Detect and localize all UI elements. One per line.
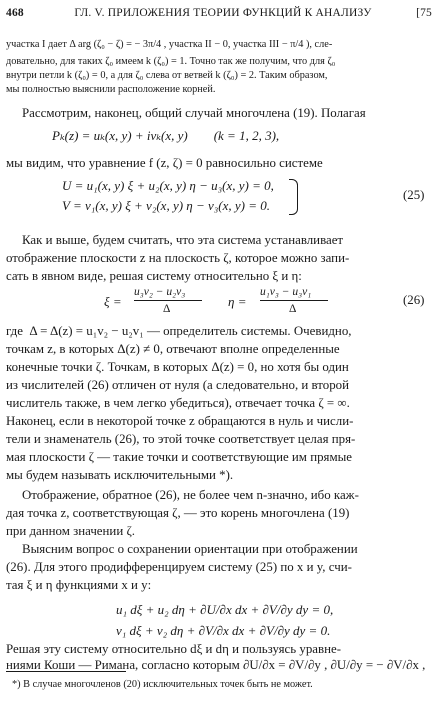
eta-denominator: Δ [289,303,297,315]
paragraph-6-line-1: Выясним вопрос о сохранении ориентации при отображении [22,542,358,556]
paragraph-4-line-1: где Δ = Δ(z) = u₁v₂ − u₂v₁ — определитель системы. Очевидно, [6,324,352,338]
paragraph-3-line-2: отображение плоскости z на плоскость ζ, которое можно запи- [6,251,350,265]
xi-fraction-bar [134,300,202,301]
paragraph-5-line-3: при данном значении ζ. [6,524,136,538]
equation-26-number: (26) [403,293,425,307]
equation-25-number: (25) [403,188,425,202]
paragraph-4-line-9: мы будем называть исключительными *). [6,468,234,482]
paragraph-3-line-3: сать в явном виде, решая систему относительно ξ и η: [6,269,302,283]
xi-denominator: Δ [163,303,171,315]
differential-equation-1: u₁ dξ + u₂ dη + ∂U/∂x dx + ∂V/∂y dy = 0, [116,602,334,617]
intro-line-4: мы полностью выяснили расположение корней. [6,84,216,95]
equation-25-line-2: V = v₁(x, y) ξ + v₂(x, y) η − v₃(x, y) = 0. [62,198,271,213]
eta-fraction-bar [260,300,328,301]
paragraph-5-line-1: Отображение, обратное (26), не более чем n-значно, ибо каж- [22,488,359,502]
paragraph-7-line-2: ниями Коши — Римана, согласно которым ∂U/∂x = ∂V/∂y , ∂U/∂y = − ∂V/∂x , [6,658,426,672]
paragraph-3-line-1: Как и выше, будем считать, что эта система устанавливает [22,233,344,247]
paragraph-4-line-2: точкам z, в которых Δ(z) ≠ 0, отвечают вполне определенные [6,342,340,356]
paragraph-4-line-3: конечные точки ζ. Точкам, в которых Δ(z) = 0, но хотя бы один [6,360,349,374]
paragraph-4-line-6: Наконец, если в некоторой точке z обращаются в нуль и числи- [6,414,354,428]
system-brace [289,179,298,215]
eta-numerator: u₁v₃ − u₃v₁ [260,286,312,298]
paragraph-5-line-2: дая точка z, соответствующая ζ, — это корень многочлена (19) [6,506,350,520]
intro-line-2: довательно, для таких ζ₀ имеем k (ζ₀) = 1. Точно так же получим, что для ζ₀ [6,56,336,67]
footnote: *) В случае многочленов (20) исключительных точек быть не может. [12,679,313,690]
page-number: 468 [6,7,24,19]
differential-equation-2: v₁ dξ + v₂ dη + ∂V/∂x dx + ∂V/∂y dy = 0. [116,623,331,638]
running-header [6,4,432,22]
equation-25-line-1: U = u₁(x, y) ξ + u₂(x, y) η − u₃(x, y) = 0, [62,178,274,193]
footnote-rule [6,671,126,672]
book-page [6,4,432,704]
paragraph-6-line-2: (26). Для этого продифференцируем систему (25) по x и y, счи- [6,560,352,574]
eta-lhs: η = [228,294,247,309]
xi-lhs: ξ = [104,294,122,309]
paragraph-6-line-3: тая ξ и η функциями x и y: [6,578,152,592]
paragraph-4-line-5: числитель также, в чем легко убедиться), отвечает точка ζ = ∞. [6,396,350,410]
intro-line-3: внутри петли k (ζ₀) = 0, а для ζ₀ слева от ветвей k (ζ₀) = 2. Таким образом, [6,70,328,81]
intro-line-1: участка I дает Δ arg (ζ₀ − ζ) = − 3π/4 , участка II − 0, участка III − π/4 ), сле- [6,39,333,50]
section-number: [75 [416,7,432,19]
paragraph-4-line-8: мая плоскости ζ — такие точки и соответствующие им прямые [6,450,353,464]
xi-numerator: u₃v₂ − u₂v₃ [134,286,186,298]
paragraph-4-line-4: из числителей (26) отличен от нуля (а следовательно, и второй [6,378,350,392]
paragraph-4-line-7: тели и знаменатель (26), то этой точке соответствует целая пря- [6,432,356,446]
equation-pk: Pₖ(z) = uₖ(x, y) + ivₖ(x, y) (k = 1, 2, 3), [52,128,280,143]
paragraph-1-line-1: Рассмотрим, наконец, общий случай многочлена (19). Полагая [22,106,366,120]
paragraph-2-line-1: мы видим, что уравнение f (z, ζ) = 0 равносильно системе [6,156,323,170]
paragraph-7-line-1: Решая эту систему относительно dξ и dη и пользуясь уравне- [6,642,341,656]
chapter-title: ГЛ. V. ПРИЛОЖЕНИЯ ТЕОРИИ ФУНКЦИЙ К АНАЛИЗУ [74,7,372,19]
